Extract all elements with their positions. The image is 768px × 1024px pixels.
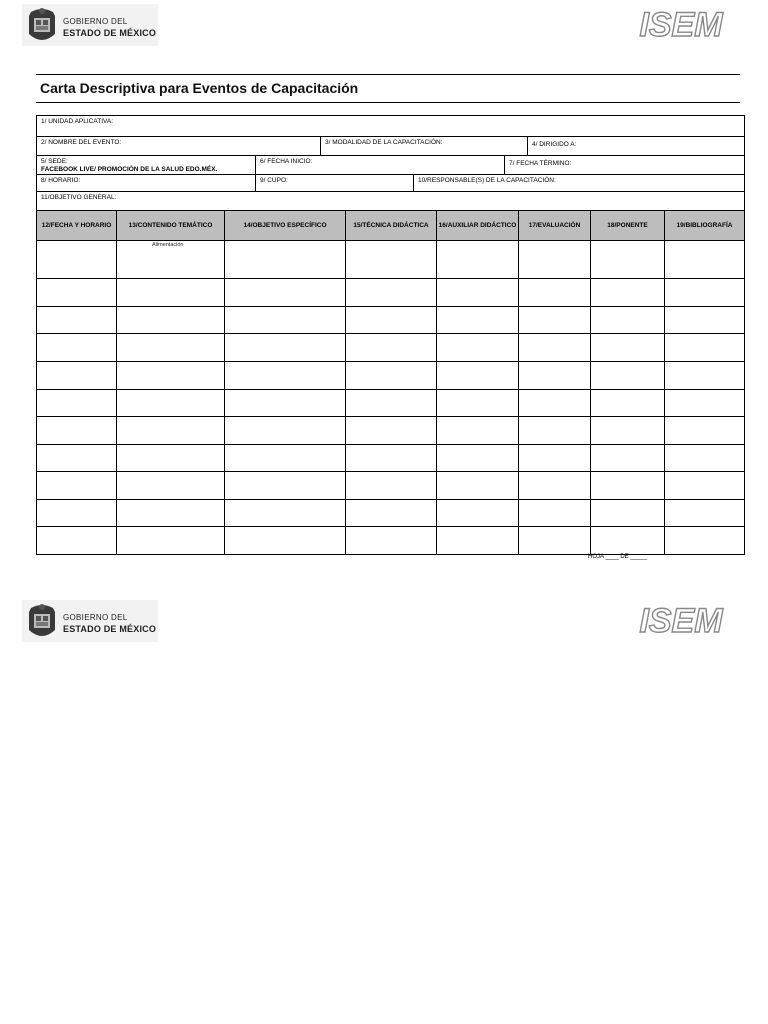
col-auxiliar-didactico: 16/AUXILIAR DIDÁCTICO [436,210,519,241]
title-rule-top [36,74,740,75]
table-col-line [664,240,665,555]
sede-label: 5/ SEDE: [41,158,68,165]
table-col-line [744,240,745,555]
table-row [36,306,745,307]
table-row [36,278,745,279]
table-row [36,389,745,390]
table-col-line [116,240,117,555]
gov-line2: ESTADO DE MÉXICO [63,28,157,38]
field-nombre-evento: 2/ NOMBRE DEL EVENTO: [36,136,321,156]
isem-logo [626,4,736,44]
isem-logo-text: ISEM [639,6,723,44]
gov-line1: GOBIERNO DEL [63,613,128,622]
row1-contenido: Alimentación [152,242,184,248]
table-col-line [590,240,591,555]
isem-logo-text: ISEM [639,602,723,640]
gov-line2: ESTADO DE MÉXICO [63,624,157,634]
field-fecha-termino: 7/ FECHA TÉRMINO: [504,155,745,175]
table-col-line [518,240,519,555]
col-evaluacion: 17/EVALUACIÓN [518,210,591,241]
field-responsable: 10/RESPONSABLE(S) DE LA CAPACITACIÓN: [413,174,745,192]
isem-logo [626,600,736,640]
field-horario: 8/ HORARIO: [36,174,256,192]
table-col-line [345,240,346,555]
field-objetivo-general: 11/OBJETIVO GENERAL: [36,191,745,211]
table-row [36,333,745,334]
table-row [36,444,745,445]
page-header-2 [0,596,768,652]
col-ponente: 18/PONENTE [590,210,665,241]
page-header [0,0,768,56]
field-sede [36,155,256,175]
table-col-line [36,240,37,555]
col-contenido-tematico: 13/CONTENIDO TEMÁTICO [116,210,225,241]
table-row [36,416,745,417]
field-modalidad: 3/ MODALIDAD DE LA CAPACITACIÓN: [320,136,528,156]
table-row [36,526,745,527]
gov-line1: GOBIERNO DEL [63,17,128,26]
table-row [36,471,745,472]
field-unidad-aplicativa: 1/ UNIDAD APLICATIVA: [36,115,745,137]
sede-value: FACEBOOK LIVE/ PROMOCIÓN DE LA SALUD EDO.MÉX. [41,166,218,173]
title-rule-bottom [36,102,740,103]
table-col-line [224,240,225,555]
document-title: Carta Descriptiva para Eventos de Capacitación [40,80,359,96]
table-row [36,361,745,362]
gobierno-logo [22,600,158,642]
field-cupo: 9/ CUPO: [255,174,414,192]
col-tecnica-didactica: 15/TÉCNICA DIDÁCTICA [345,210,437,241]
field-dirigido: 4/ DIRIGIDO A: [527,136,745,156]
crest-icon [25,602,59,640]
page-counter: HOJA ____ DE _____ [588,554,648,560]
gobierno-logo [22,4,158,46]
col-fecha-horario: 12/FECHA Y HORARIO [36,210,117,241]
crest-icon [25,6,59,44]
col-objetivo-especifico: 14/OBJETIVO ESPECÍFICO [224,210,346,241]
field-fecha-inicio: 6/ FECHA INICIO: [255,155,505,175]
col-bibliografia: 19/BIBLIOGRAFÍA [664,210,745,241]
table-row [36,499,745,500]
table-col-line [436,240,437,555]
